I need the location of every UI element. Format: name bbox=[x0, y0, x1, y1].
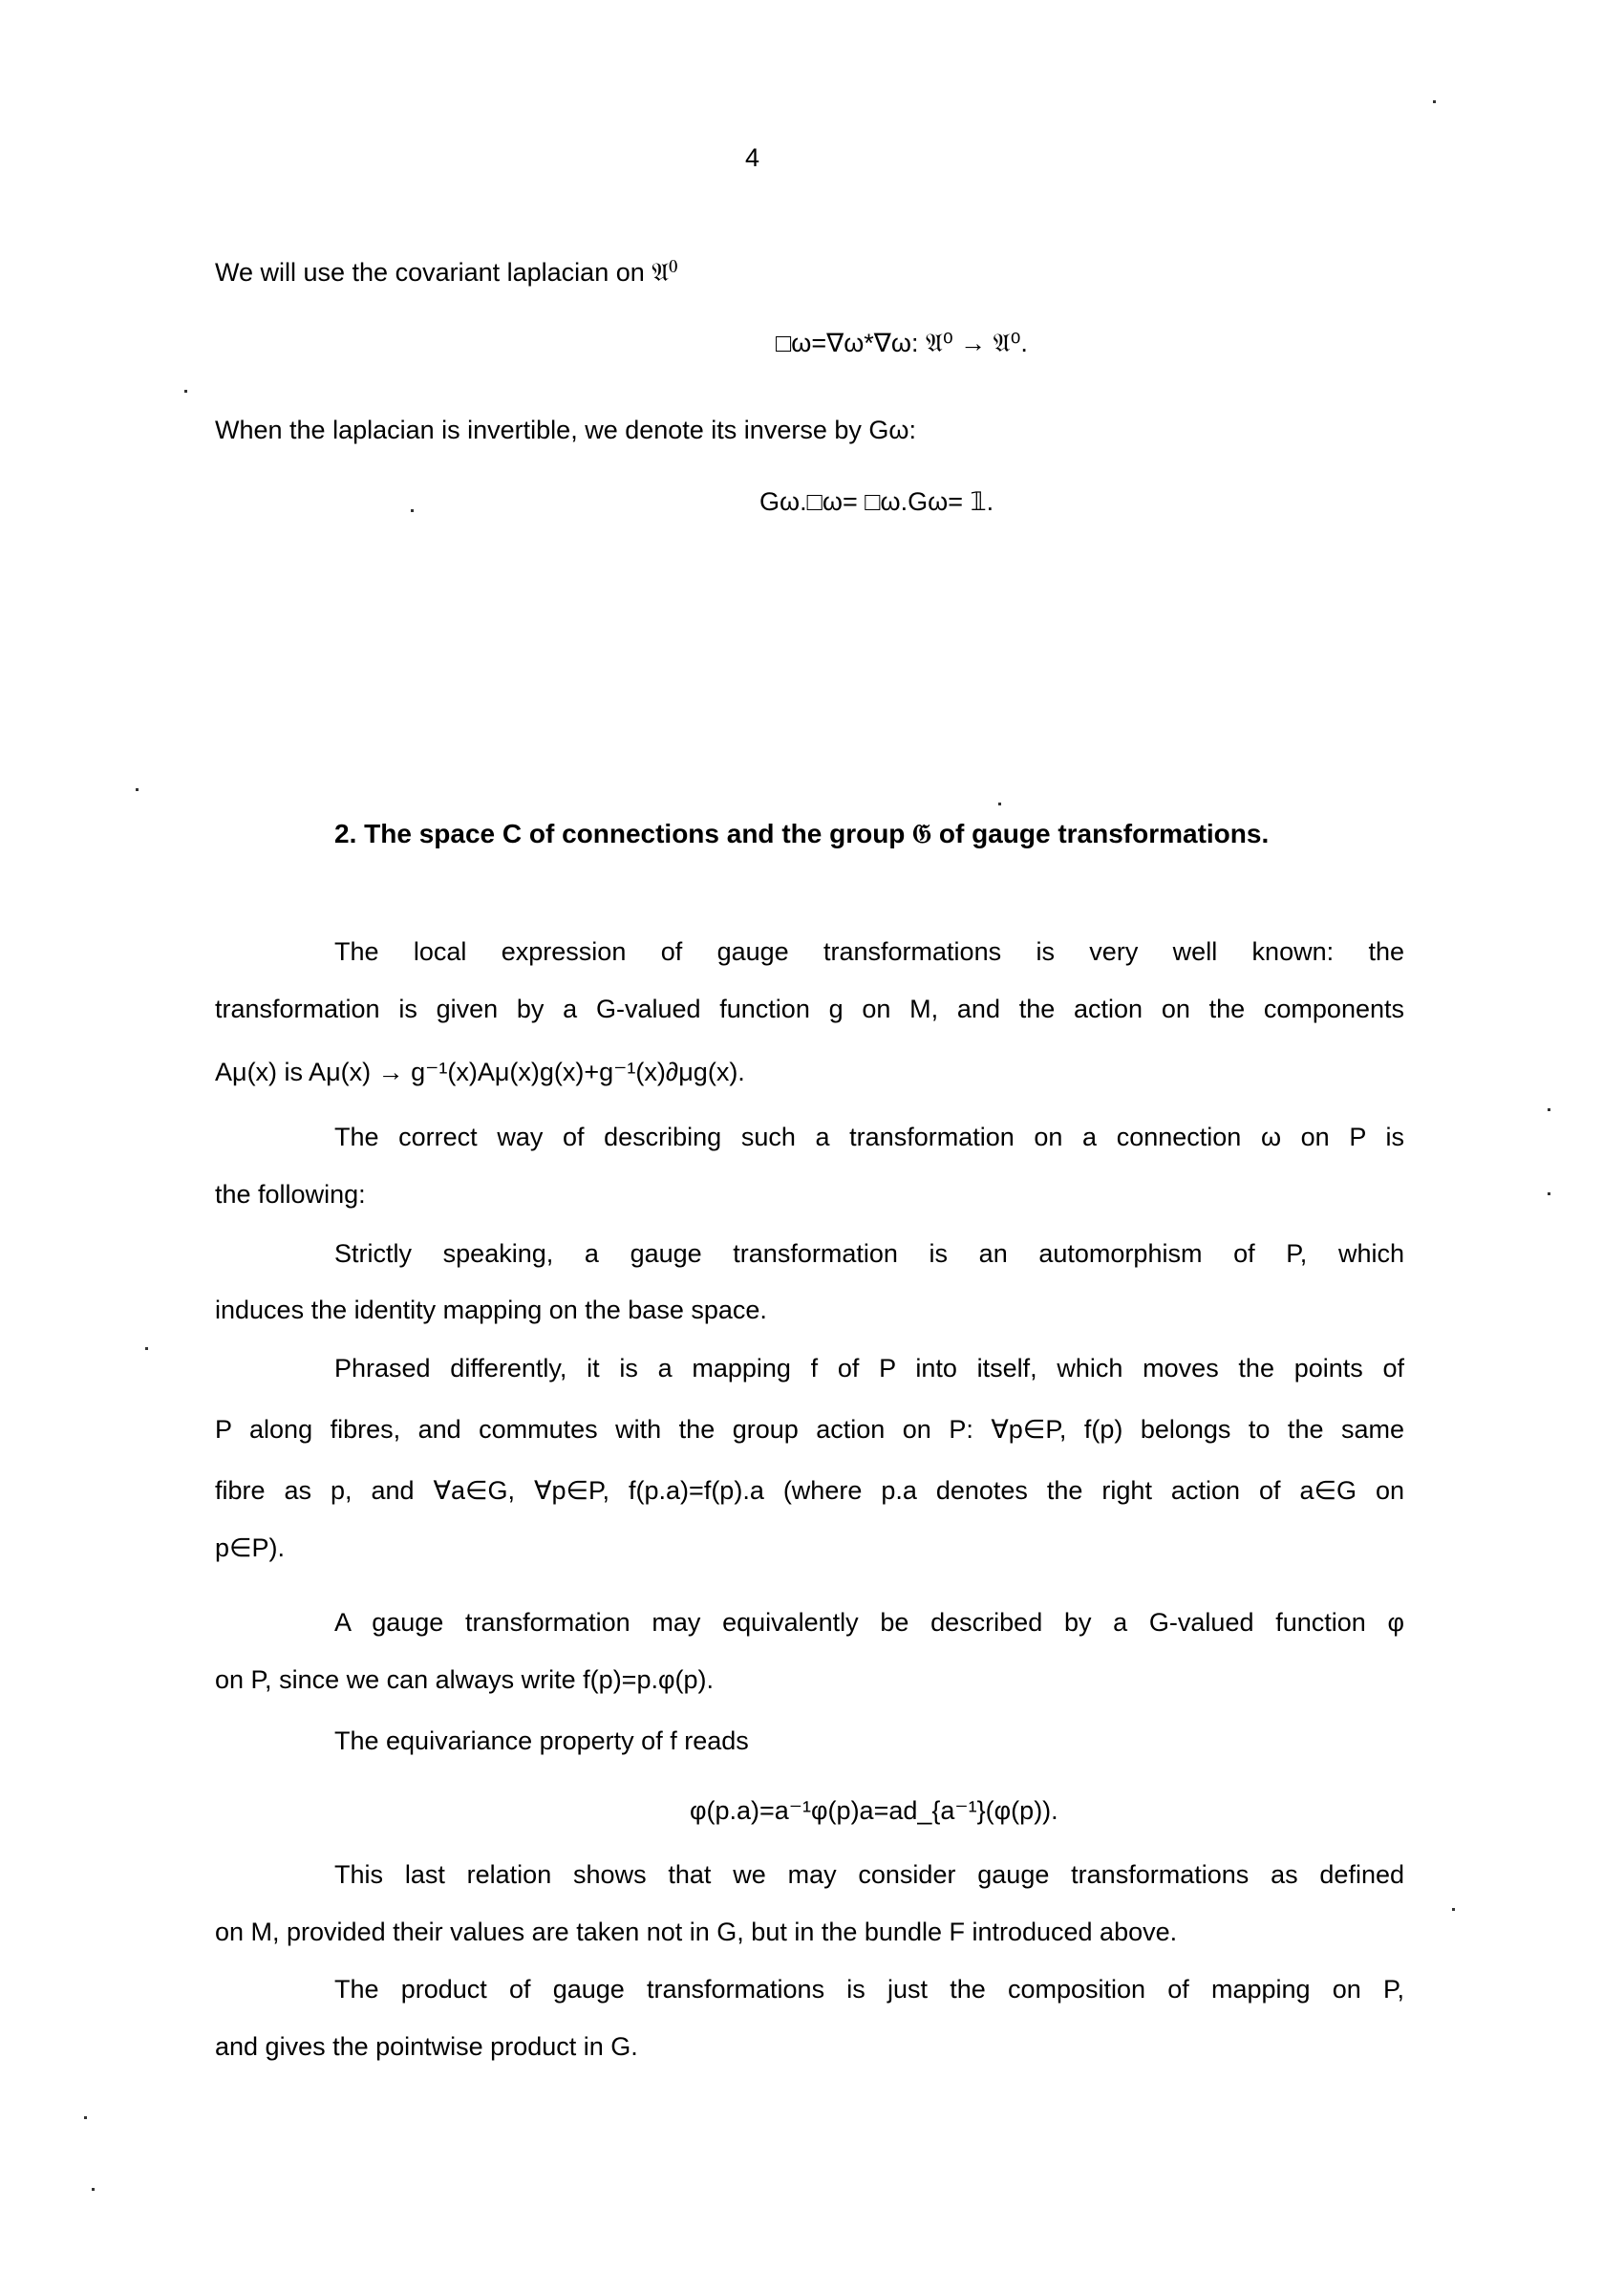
section-heading: 2. The space C of connections and the group 𝔊 of gauge transformations. bbox=[334, 819, 1270, 848]
text-line: p∈P). bbox=[215, 1533, 286, 1562]
text-line: P along fibres, and commutes with the group action on P: ∀p∈P, f(p) belongs to the same bbox=[215, 1415, 1404, 1444]
scan-speck bbox=[1433, 100, 1436, 103]
text-line: The equivariance property of f reads bbox=[334, 1726, 749, 1755]
scan-speck bbox=[998, 803, 1001, 805]
text-line: The correct way of describing such a transformation on a connection ω on P is bbox=[334, 1123, 1404, 1151]
text-line: The local expression of gauge transformations is very well known: the bbox=[334, 937, 1404, 966]
scan-speck bbox=[1548, 1192, 1550, 1195]
scan-speck bbox=[145, 1347, 148, 1350]
page-number: 4 bbox=[745, 143, 760, 172]
text-line: The product of gauge transformations is just the composition of mapping on P, bbox=[334, 1975, 1404, 2004]
text-line: on P, since we can always write f(p)=p.φ(p). bbox=[215, 1665, 714, 1694]
text-line: A gauge transformation may equivalently be described by a G-valued function φ bbox=[334, 1608, 1404, 1637]
text-line: transformation is given by a G-valued function g on M, and the action on the components bbox=[215, 995, 1404, 1023]
text-line: the following: bbox=[215, 1180, 366, 1209]
paragraph-inverse: When the laplacian is invertible, we denote its inverse by Gω: bbox=[215, 416, 916, 444]
equation-equivariance: φ(p.a)=a⁻¹φ(p)a=ad_{a⁻¹}(φ(p)). bbox=[690, 1796, 1058, 1825]
scan-speck bbox=[84, 2116, 87, 2119]
text-line: on M, provided their values are taken not in G, but in the bundle F introduced above. bbox=[215, 1918, 1178, 1946]
text-line: fibre as p, and ∀a∈G, ∀p∈P, f(p.a)=f(p).a (where p.a denotes the right action of a∈G on bbox=[215, 1476, 1404, 1505]
equation-green: Gω.□ω= □ω.Gω= 𝟙. bbox=[759, 487, 994, 516]
text-line: induces the identity mapping on the base space. bbox=[215, 1296, 767, 1324]
text-line: Aμ(x) is Aμ(x) → g⁻¹(x)Aμ(x)g(x)+g⁻¹(x)∂μg(x). bbox=[215, 1058, 745, 1086]
text-line: and gives the pointwise product in G. bbox=[215, 2032, 638, 2061]
scan-speck bbox=[92, 2188, 95, 2191]
text-line: This last relation shows that we may consider gauge transformations as defined bbox=[334, 1860, 1404, 1889]
scan-speck bbox=[1452, 1908, 1455, 1911]
paragraph-covariant-laplacian: We will use the covariant laplacian on 𝔄⁰ bbox=[215, 258, 678, 287]
text-line: Strictly speaking, a gauge transformation is an automorphism of P, which bbox=[334, 1239, 1404, 1268]
scan-speck bbox=[184, 390, 187, 393]
scan-speck bbox=[136, 788, 139, 791]
equation-laplacian: □ω=∇ω*∇ω: 𝔄⁰ → 𝔄⁰. bbox=[776, 329, 1028, 357]
scan-speck bbox=[1548, 1108, 1550, 1111]
text-line: Phrased differently, it is a mapping f of P into itself, which moves the points of bbox=[334, 1354, 1404, 1382]
scan-speck bbox=[411, 509, 414, 512]
